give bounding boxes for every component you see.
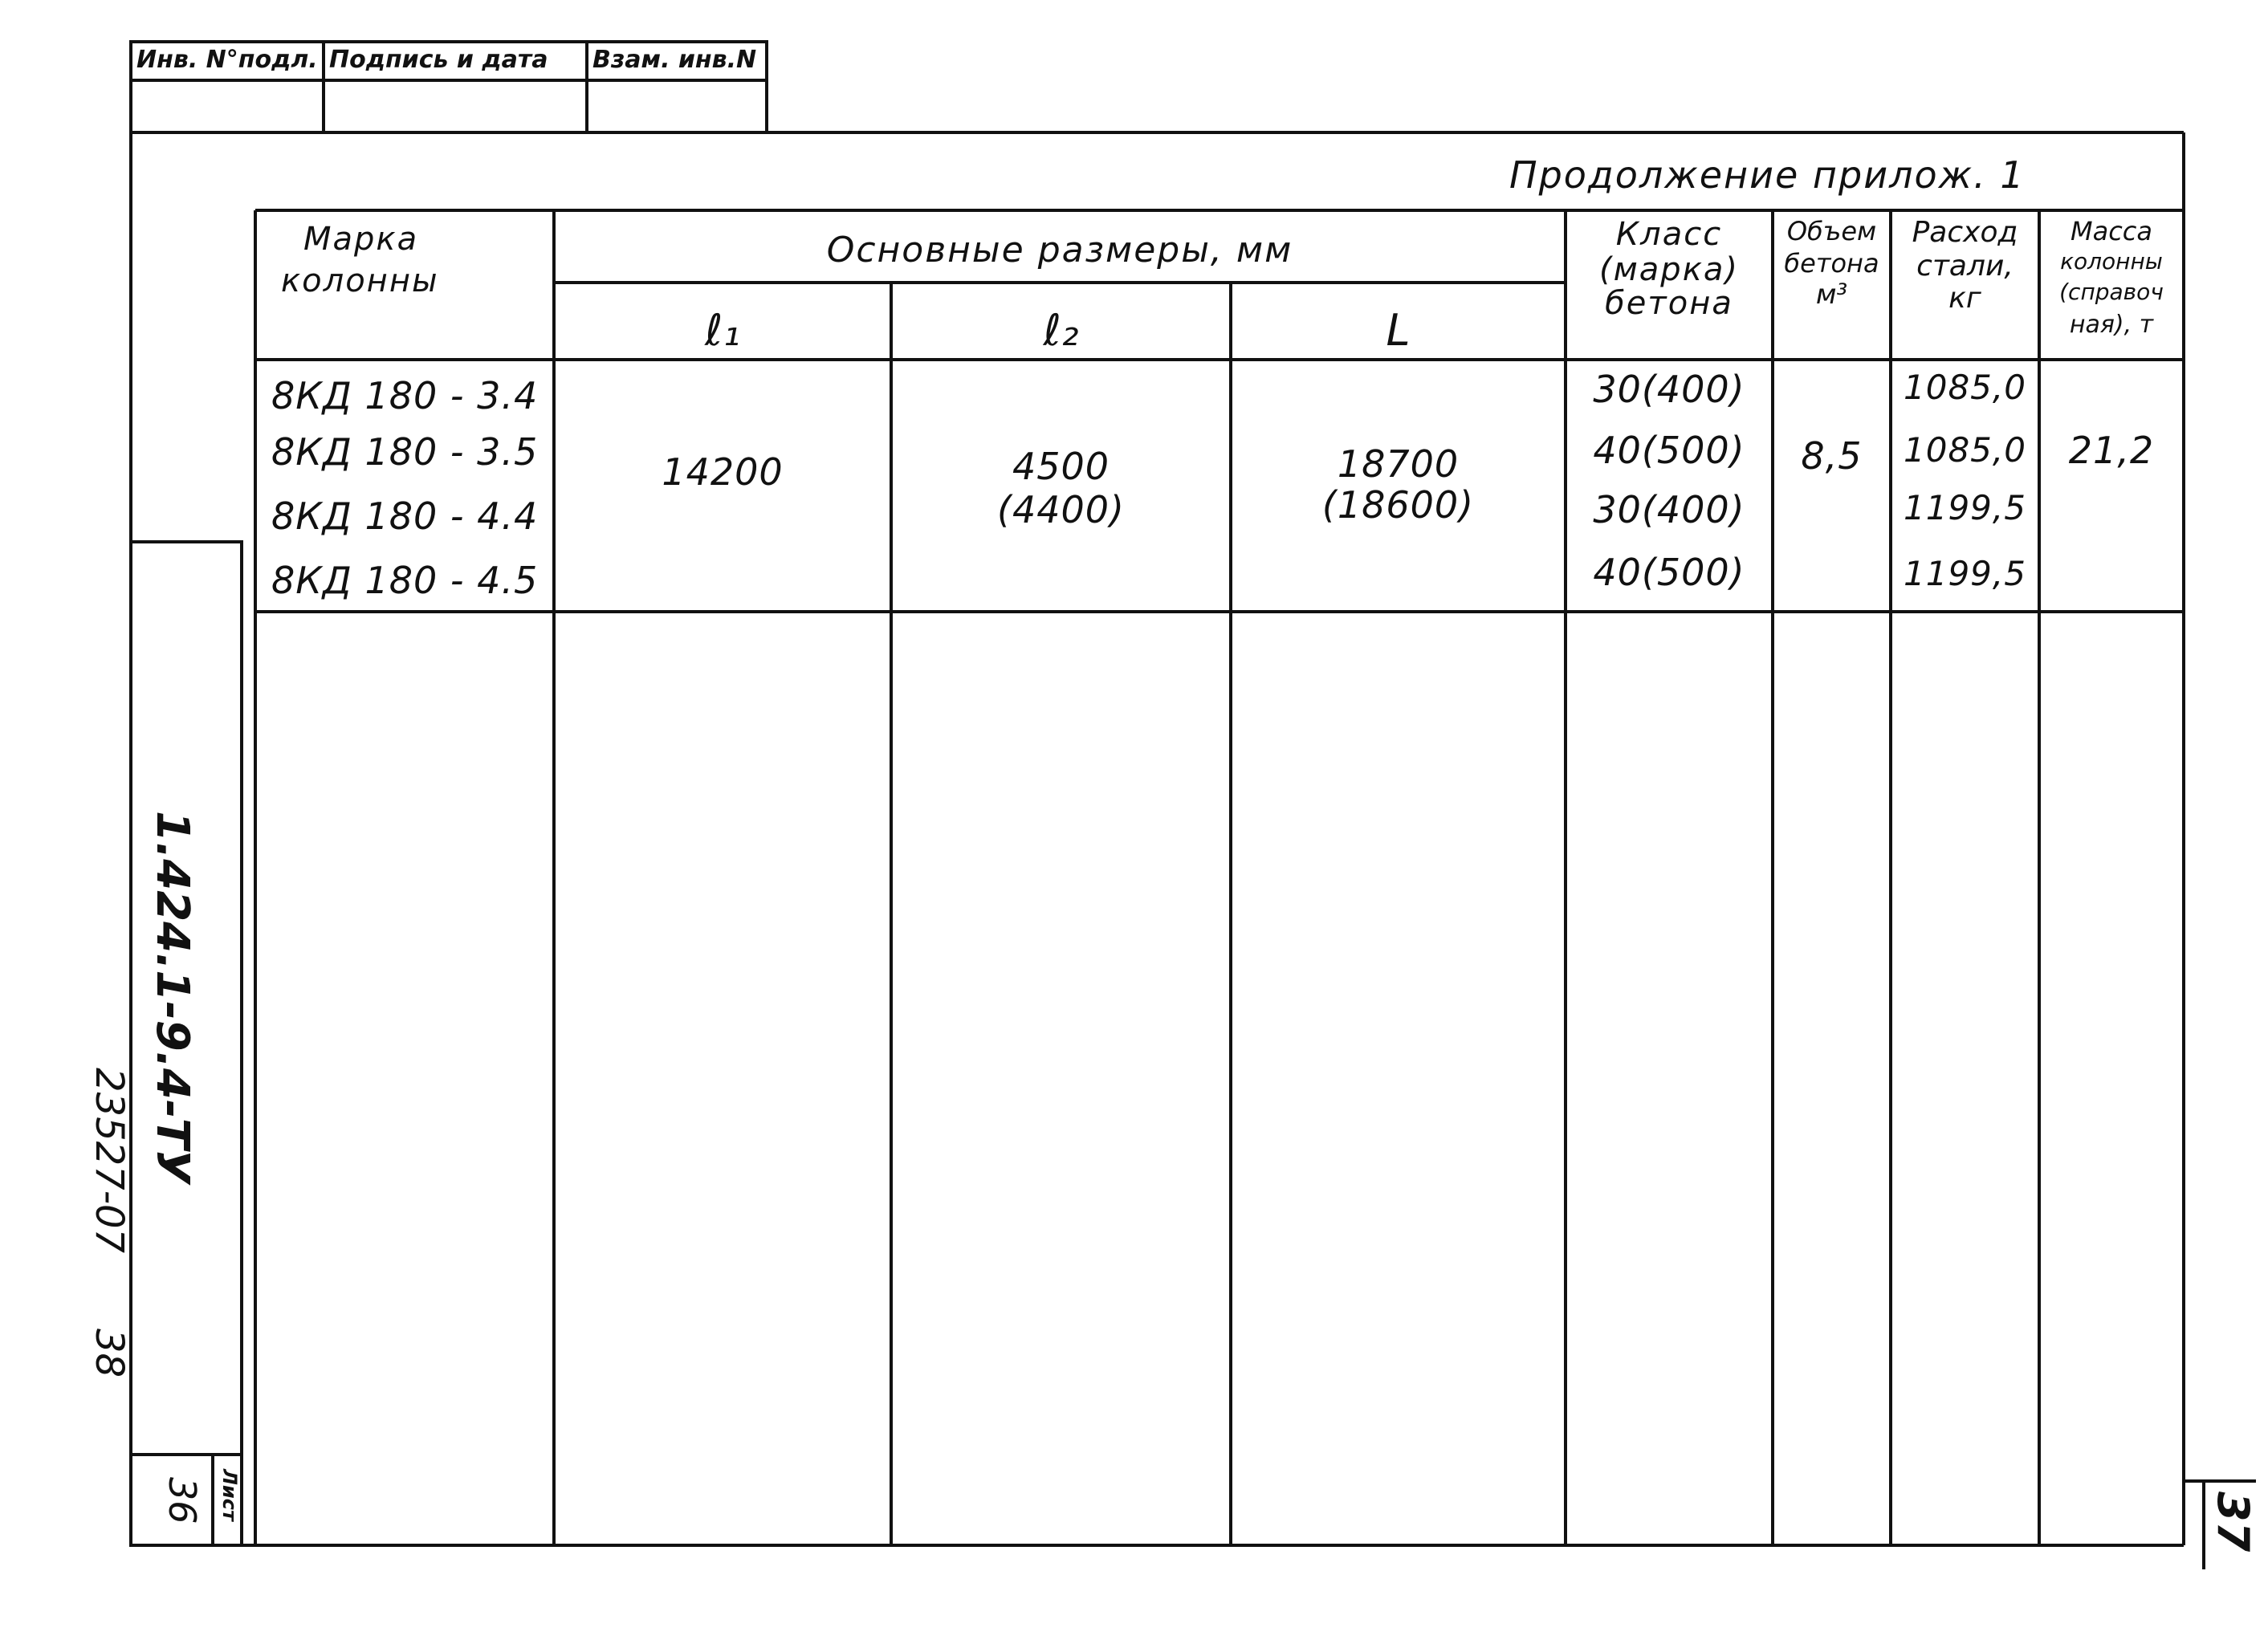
stamp-inv-podl: Инв. N°подл. <box>136 46 318 74</box>
cell-L-alt: (18600) <box>1321 483 1475 527</box>
col-massa-line4: ная), т <box>2069 311 2154 339</box>
col-obem-line3: м³ <box>1815 279 1848 311</box>
cell-rashod: 1199,5 <box>1904 488 2026 527</box>
col-obem-line1: Объем <box>1786 216 1877 246</box>
col-massa-line3: (справоч <box>2059 279 2164 305</box>
cell-rashod: 1085,0 <box>1904 368 2026 407</box>
page-number: 37 <box>2208 1491 2258 1553</box>
cell-klass: 40(500) <box>1593 429 1745 472</box>
cell-l2-alt: (4400) <box>997 488 1125 531</box>
col-rashod-line3: кг <box>1948 282 1981 315</box>
cell-rashod: 1199,5 <box>1904 554 2026 593</box>
col-massa-line2: колонны <box>2060 248 2163 275</box>
cell-L-main: 18700 <box>1337 442 1460 486</box>
archive-page: 38 <box>87 1329 132 1378</box>
row-mark: 8КД 180 - 4.4 <box>271 494 539 538</box>
col-rashod-line1: Расход <box>1912 216 2018 249</box>
archive-number: 23527-07 <box>87 1068 132 1254</box>
col-klass-line1: Класс <box>1615 216 1723 253</box>
col-rashod-line2: стали, <box>1916 250 2014 283</box>
cell-klass: 40(500) <box>1593 551 1745 594</box>
cell-massa: 21,2 <box>2068 429 2155 472</box>
cell-l1: 14200 <box>662 450 784 494</box>
list-number: 36 <box>161 1477 204 1524</box>
doc-code: 1.424.1-9.4-ТУ <box>146 811 198 1184</box>
col-marka-line1: Марка <box>303 221 419 258</box>
row-mark: 8КД 180 - 3.4 <box>271 374 539 417</box>
row-mark: 8КД 180 - 3.5 <box>271 430 539 474</box>
list-label: Лист <box>218 1469 241 1521</box>
col-klass-line2: (марка) <box>1599 251 1739 288</box>
stamp-podpis-data: Подпись и дата <box>329 46 548 74</box>
cell-obem: 8,5 <box>1801 434 1863 478</box>
col-osnovnye-razmery: Основные размеры, мм <box>826 230 1293 271</box>
page-heading: Продолжение прилож. 1 <box>1509 153 2026 197</box>
col-L: L <box>1386 305 1411 356</box>
col-l2: ℓ₂ <box>1043 305 1079 356</box>
cell-klass: 30(400) <box>1593 488 1745 531</box>
col-l1: ℓ₁ <box>705 305 740 356</box>
row-mark: 8КД 180 - 4.5 <box>271 559 539 602</box>
cell-l2-main: 4500 <box>1012 445 1110 488</box>
cell-klass: 30(400) <box>1593 368 1745 411</box>
cell-rashod: 1085,0 <box>1904 430 2026 470</box>
col-obem-line2: бетона <box>1784 248 1879 279</box>
col-klass-line3: бетона <box>1605 285 1733 322</box>
col-marka-line2: колонны <box>281 262 439 299</box>
col-massa-line1: Масса <box>2070 216 2152 246</box>
stamp-vzam-inv: Взам. инв.N <box>592 46 757 74</box>
